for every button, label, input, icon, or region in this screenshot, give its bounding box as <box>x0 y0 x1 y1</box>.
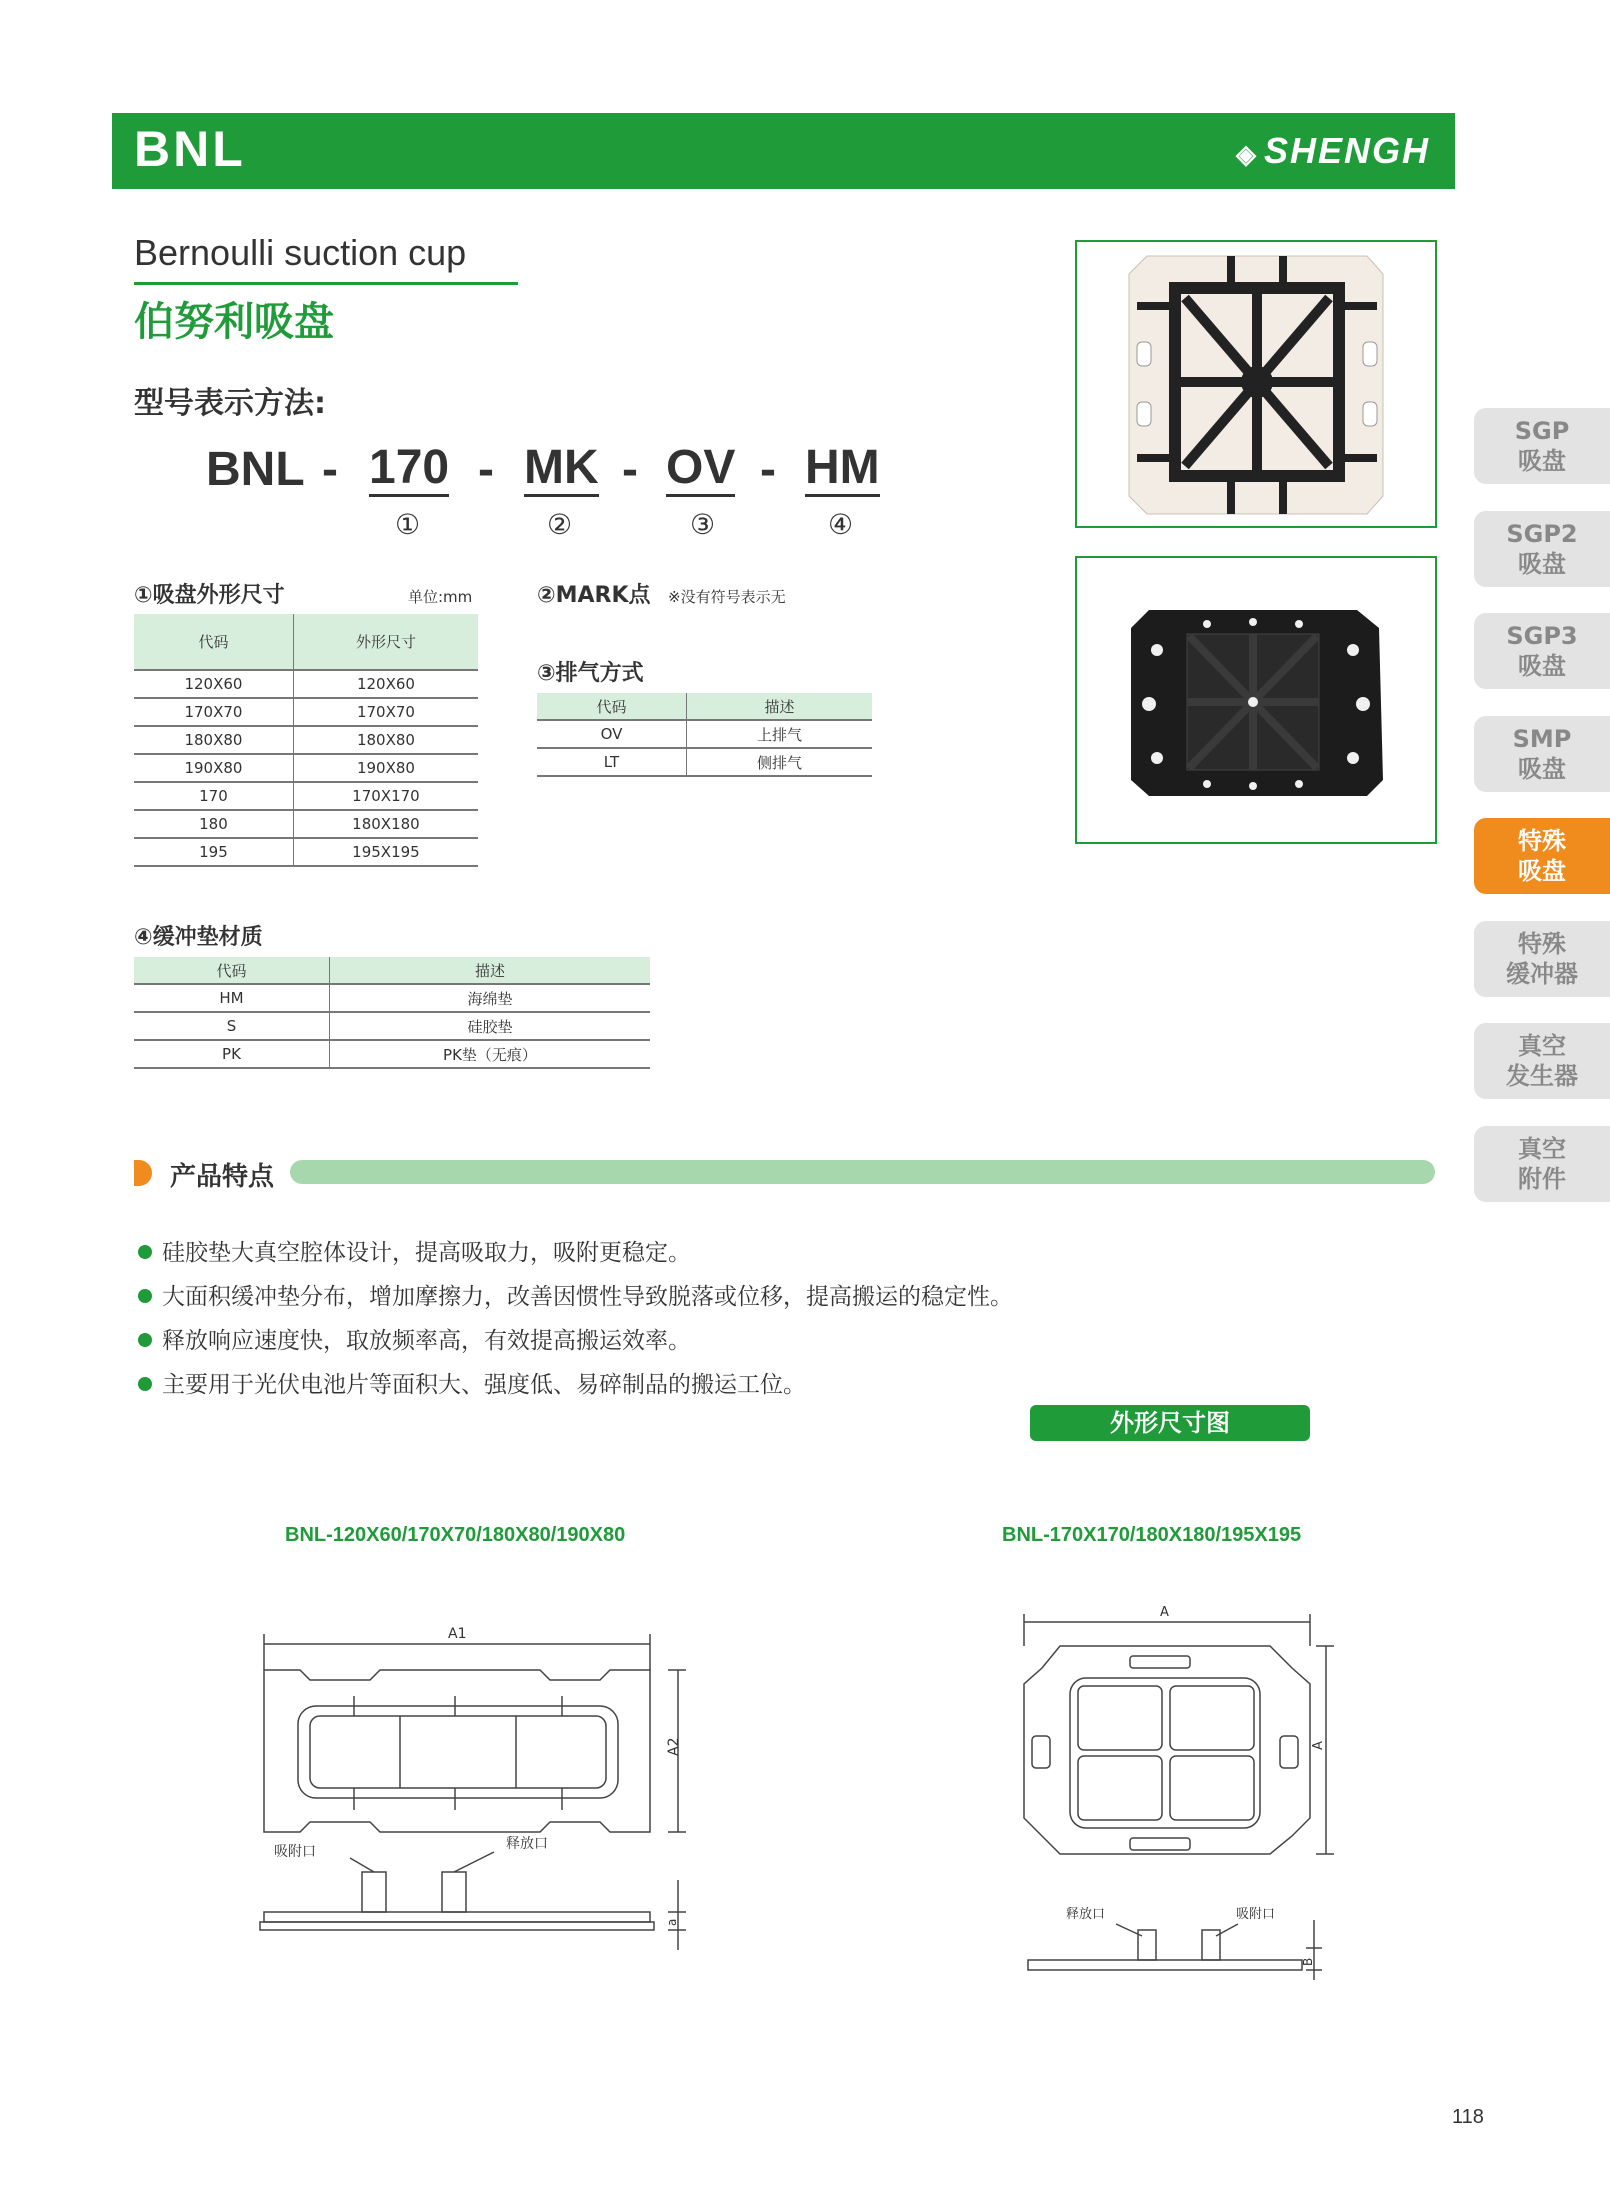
section-bar <box>290 1160 1435 1184</box>
model-part-mark: MK <box>524 442 599 497</box>
tab-label: 吸盘 <box>1518 550 1566 578</box>
table-cell: 170 <box>134 782 293 810</box>
bullet-icon <box>138 1289 152 1303</box>
mark-title: ②MARK点 <box>537 583 651 608</box>
table-cell: 180X180 <box>293 810 478 838</box>
header-title: BNL <box>134 121 246 177</box>
tab-label: 特殊 <box>1518 930 1566 958</box>
feature-text: 主要用于光伏电池片等面积大、强度低、易碎制品的搬运工位。 <box>162 1372 806 1398</box>
bullet-icon <box>138 1377 152 1391</box>
product-cn-title: 伯努利吸盘 <box>134 299 334 345</box>
table-cell: OV <box>537 720 687 748</box>
feature-item <box>138 1234 691 1267</box>
table-cell: HM <box>134 984 330 1012</box>
tab-label: 特殊 <box>1518 827 1566 855</box>
table-cell: 170X70 <box>134 698 293 726</box>
table4-title: ④缓冲垫材质 <box>134 925 263 950</box>
table-cell: 海绵垫 <box>330 984 651 1012</box>
model-label: 型号表示方法: <box>134 386 326 421</box>
table1-unit: 单位:mm <box>408 588 473 606</box>
table-row <box>134 1012 650 1040</box>
table-row <box>134 754 478 782</box>
mark-note: ※没有符号表示无 <box>668 588 786 606</box>
pad-material-table <box>134 957 650 1069</box>
dim-label: A1 <box>448 1626 467 1642</box>
tab-label: 真空 <box>1518 1135 1566 1163</box>
table-cell: 硅胶垫 <box>330 1012 651 1040</box>
table-header: 代码 <box>537 693 687 720</box>
table-cell: 170X70 <box>293 698 478 726</box>
model-sep: - <box>622 443 638 496</box>
tab-label: 真空 <box>1518 1032 1566 1060</box>
logo-diamond-icon: ◈ <box>1235 139 1258 169</box>
table-cell: 195X195 <box>293 838 478 866</box>
model-number-1: ① <box>395 508 421 541</box>
right-dimension-drawing <box>1020 1600 1340 2000</box>
logo-text: SHENGH <box>1263 130 1430 171</box>
table-header: 描述 <box>687 693 873 720</box>
table-row <box>537 748 872 776</box>
table-cell: 195 <box>134 838 293 866</box>
table-cell: 180 <box>134 810 293 838</box>
table-row <box>134 810 478 838</box>
table-row <box>134 698 478 726</box>
table-row <box>134 1040 650 1068</box>
table-cell: 170X170 <box>293 782 478 810</box>
tab-label: 发生器 <box>1506 1062 1578 1090</box>
product-image-black <box>1075 556 1437 844</box>
model-number-3: ③ <box>690 508 716 541</box>
table-cell: LT <box>537 748 687 776</box>
table-cell: 190X80 <box>293 754 478 782</box>
tab-special-cup[interactable] <box>1474 818 1610 894</box>
table-cell: PK <box>134 1040 330 1068</box>
tab-label: 吸盘 <box>1518 857 1566 885</box>
tab-label: 吸盘 <box>1518 447 1566 475</box>
brand-logo <box>1236 130 1430 172</box>
table-cell: PK垫（无痕） <box>330 1040 651 1068</box>
page-number: 118 <box>1452 2106 1484 2128</box>
left-dimension-drawing <box>250 1610 710 2000</box>
size-table <box>134 614 478 867</box>
dim-label: B <box>1301 1957 1315 1966</box>
table-header: 外形尺寸 <box>293 614 478 670</box>
product-en-title: Bernoulli suction cup <box>134 232 467 273</box>
section-marker-icon <box>134 1160 152 1186</box>
model-part-pad: HM <box>805 442 880 497</box>
table-row <box>134 726 478 754</box>
model-sep: - <box>322 443 338 496</box>
table-cell: 180X80 <box>134 726 293 754</box>
left-drawing-title: BNL-120X60/170X70/180X80/190X80 <box>285 1524 626 1546</box>
table-cell: 上排气 <box>687 720 873 748</box>
tab-label: 附件 <box>1518 1165 1566 1193</box>
tab-sgp2[interactable] <box>1474 511 1610 587</box>
product-image-white <box>1075 240 1437 528</box>
tab-label: SGP <box>1514 417 1570 445</box>
table-cell: 190X80 <box>134 754 293 782</box>
table-row <box>134 838 478 866</box>
tab-label: 吸盘 <box>1518 755 1566 783</box>
table-cell: 侧排气 <box>687 748 873 776</box>
table-cell: S <box>134 1012 330 1040</box>
tab-label: SMP <box>1512 725 1572 753</box>
table-cell: 180X80 <box>293 726 478 754</box>
right-drawing-title: BNL-170X170/180X180/195X195 <box>1002 1524 1302 1546</box>
table-cell: 120X60 <box>293 670 478 698</box>
port-label: 吸附口 <box>274 1844 316 1860</box>
dimension-drawing-label: 外形尺寸图 <box>1030 1405 1310 1441</box>
port-label: 释放口 <box>1066 1907 1106 1922</box>
feature-item <box>138 1366 806 1399</box>
feature-text: 硅胶垫大真空腔体设计，提高吸取力，吸附更稳定。 <box>162 1240 691 1266</box>
table-row <box>134 984 650 1012</box>
table-header: 描述 <box>330 957 651 984</box>
dim-label: A <box>1311 1741 1326 1750</box>
feature-text: 释放响应速度快，取放频率高，有效提高搬运效率。 <box>162 1328 691 1354</box>
dim-label: A2 <box>666 1737 682 1756</box>
bullet-icon <box>138 1245 152 1259</box>
model-sep: - <box>760 443 776 496</box>
model-part-size: 170 <box>369 442 449 497</box>
model-part-exhaust: OV <box>666 442 735 497</box>
tab-sgp[interactable] <box>1474 408 1610 484</box>
dim-label: a <box>665 1918 679 1926</box>
tab-smp[interactable] <box>1474 716 1610 792</box>
tab-special-buffer[interactable] <box>1474 921 1610 997</box>
tab-vacuum-generator[interactable] <box>1474 1023 1610 1099</box>
tab-sgp3[interactable] <box>1474 613 1610 689</box>
port-label: 吸附口 <box>1236 1907 1276 1922</box>
table-header: 代码 <box>134 614 293 670</box>
tab-label: 吸盘 <box>1518 652 1566 680</box>
title-underline <box>134 282 518 285</box>
dim-label: A <box>1160 1605 1169 1620</box>
exhaust-table <box>537 693 872 777</box>
feature-item <box>138 1322 691 1355</box>
tab-label: 缓冲器 <box>1506 960 1578 988</box>
model-sep: - <box>478 443 494 496</box>
table3-title: ③排气方式 <box>537 661 644 686</box>
table-row <box>134 782 478 810</box>
table-row <box>537 720 872 748</box>
bullet-icon <box>138 1333 152 1347</box>
table-header: 代码 <box>134 957 330 984</box>
port-label: 释放口 <box>506 1836 548 1852</box>
feature-item <box>138 1278 1013 1311</box>
feature-text: 大面积缓冲垫分布，增加摩擦力，改善因惯性导致脱落或位移，提高搬运的稳定性。 <box>162 1284 1013 1310</box>
table-row <box>134 670 478 698</box>
tab-label: SGP2 <box>1506 520 1578 548</box>
model-number-4: ④ <box>828 508 854 541</box>
tab-vacuum-accessory[interactable] <box>1474 1126 1610 1202</box>
model-part-series: BNL <box>206 443 305 496</box>
table-cell: 120X60 <box>134 670 293 698</box>
model-number-2: ② <box>547 508 573 541</box>
table1-title: ①吸盘外形尺寸 <box>134 583 285 608</box>
features-title: 产品特点 <box>170 1162 275 1192</box>
tab-label: SGP3 <box>1506 622 1578 650</box>
